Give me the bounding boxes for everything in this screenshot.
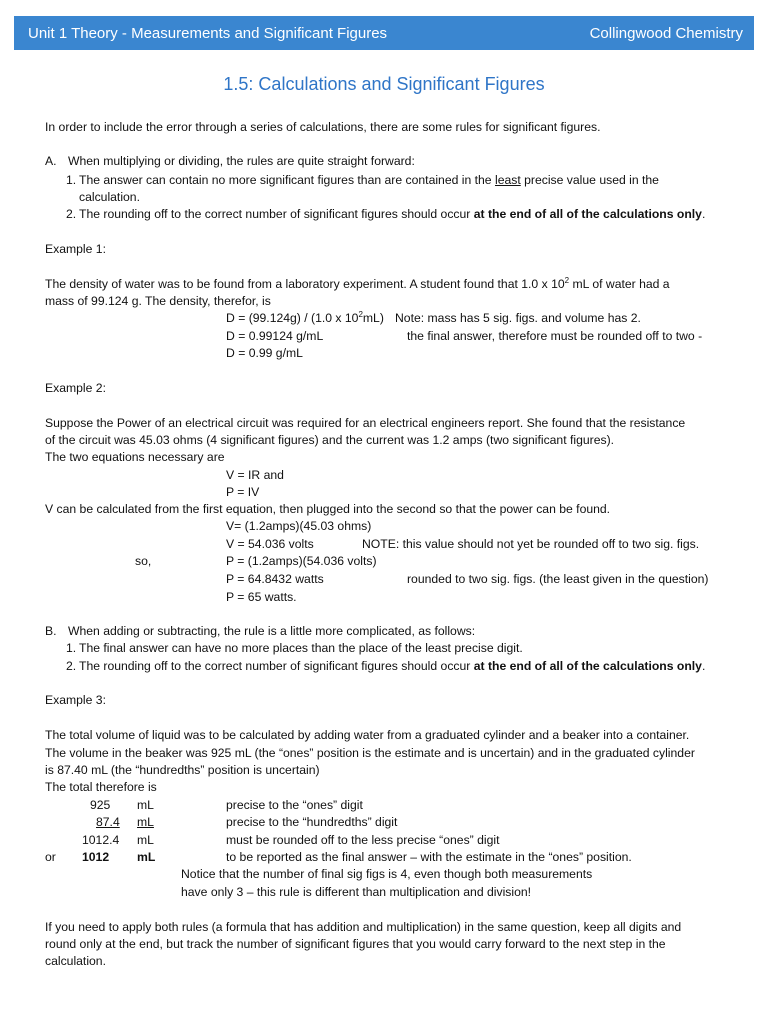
example2-eq-power: P = IV (226, 485, 260, 499)
example2-para2: of the circuit was 45.03 ohms (4 significant figures) and the current was 1.2 amps (two significant figures). (45, 433, 615, 447)
section-b-marker: B. (45, 624, 57, 638)
example3-notice2: have only 3 – this rule is different than multiplication and division! (181, 885, 532, 899)
section-a-rule1: The answer can contain no more significant figures than are contained in the least precise value used in the (79, 173, 659, 187)
emphasis-end-of-calculations: at the end of all of the calculations only (473, 659, 702, 673)
example2-calc3: P = (1.2amps)(54.036 volts) (226, 554, 377, 568)
closing-line3: calculation. (45, 954, 106, 968)
section-a-rule2: The rounding off to the correct number of significant figures should occur at the end of all of the calculations only. (79, 207, 706, 221)
section-b-heading: When adding or subtracting, the rule is a little more complicated, as follows: (68, 624, 476, 638)
page-header (14, 16, 754, 50)
example2-calc5: P = 65 watts. (226, 590, 297, 604)
example3-label: Example 3: (45, 693, 106, 707)
example3-para1: The total volume of liquid was to be calculated by adding water from a graduated cylinder and a beaker into a container. (45, 728, 690, 742)
addition-unit: mL (137, 815, 154, 829)
example1-para2: mass of 99.124 g. The density, therefor, is (45, 294, 271, 308)
addition-sum: 1012.4 (82, 833, 120, 847)
example2-calc2: V = 54.036 volts (226, 537, 314, 551)
example2-para4: V can be calculated from the first equation, then plugged into the second so that the power can be found. (45, 502, 611, 516)
example1-eq2: D = 0.99124 g/mL (226, 329, 324, 343)
addition-final-answer: 1012 (82, 850, 110, 864)
example2-calc1: V= (1.2amps)(45.03 ohms) (226, 519, 372, 533)
example2-calc4-note: rounded to two sig. figs. (the least given in the question) (407, 572, 709, 586)
example3-para4: The total therefore is (45, 780, 157, 794)
section-a-rule1-cont: calculation. (79, 190, 140, 204)
addition-or: or (45, 850, 56, 864)
addition-unit: mL (137, 833, 154, 847)
addition-unit: mL (137, 798, 154, 812)
example1-eq2-note: the final answer, therefore must be rounded off to two - (407, 329, 703, 343)
example3-para3: is 87.40 mL (the “hundredths” position is uncertain) (45, 763, 320, 777)
section-a-rule2-number: 2. (66, 207, 77, 221)
example2-para3: The two equations necessary are (45, 450, 225, 464)
addition-note: to be reported as the final answer – with the estimate in the “ones” position. (226, 850, 632, 864)
section-a-rule1-number: 1. (66, 173, 77, 187)
addition-note: precise to the “hundredths” digit (226, 815, 398, 829)
example3-para2: The volume in the beaker was 925 mL (the “ones” position is the estimate and is uncertain) and in the graduated cylinder (45, 746, 695, 760)
closing-line1: If you need to apply both rules (a formula that has addition and multiplication) in the same question, keep all digits and (45, 920, 682, 934)
section-a-heading: When multiplying or dividing, the rules are quite straight forward: (68, 154, 415, 168)
section-a-marker: A. (45, 154, 57, 168)
header-course-name: Collingwood Chemistry (589, 24, 743, 42)
example2-calc2-note: NOTE: this value should not yet be rounded off to two sig. figs. (362, 537, 700, 551)
example2-eq-ohms-law: V = IR and (226, 468, 284, 482)
closing-line2: round only at the end, but track the number of significant figures that you would carry forward to the next step in the (45, 937, 666, 951)
example3-notice1: Notice that the number of final sig figs is 4, even though both measurements (181, 867, 593, 881)
example1-para1: The density of water was to be found from a laboratory experiment. A student found that 1.0 x $10^2$ mL of water had a (45, 275, 670, 291)
example1-eq1: D = (99.124g) / (1.0 x $10^2mL$) (226, 309, 384, 325)
section-b-rule2-number: 2. (66, 659, 77, 673)
example1-eq1-note: Note: mass has 5 sig. figs. and volume has 2. (395, 311, 641, 325)
example2-label: Example 2: (45, 381, 106, 395)
page-title: 1.5: Calculations and Significant Figures (223, 74, 545, 94)
addition-note: precise to the “ones” digit (226, 798, 363, 812)
example2-calc4: P = 64.8432 watts (226, 572, 324, 586)
example2-so: so, (135, 554, 152, 568)
section-b-rule2: The rounding off to the correct number of significant figures should occur at the end of all of the calculations only. (79, 659, 706, 673)
header-unit-title: Unit 1 Theory - Measurements and Significant Figures (28, 24, 388, 42)
example1-eq3: D = 0.99 g/mL (226, 346, 303, 360)
section-b-rule1-number: 1. (66, 641, 77, 655)
addition-value-beaker: 925 (90, 798, 111, 812)
section-b-rule1: The final answer can have no more places than the place of the least precise digit. (79, 641, 523, 655)
addition-unit: mL (137, 850, 156, 864)
addition-value-cylinder: 87.4 (96, 815, 120, 829)
intro-text: In order to include the error through a series of calculations, there are some rules for significant figures. (45, 120, 601, 134)
example1-label: Example 1: (45, 242, 106, 256)
underlined-least: least (494, 173, 521, 187)
addition-note: must be rounded off to the less precise “ones” digit (226, 833, 500, 847)
example2-para1: Suppose the Power of an electrical circuit was required for an electrical engineers report. She found that the resistance (45, 416, 686, 430)
emphasis-end-of-calculations: at the end of all of the calculations only (473, 207, 702, 221)
